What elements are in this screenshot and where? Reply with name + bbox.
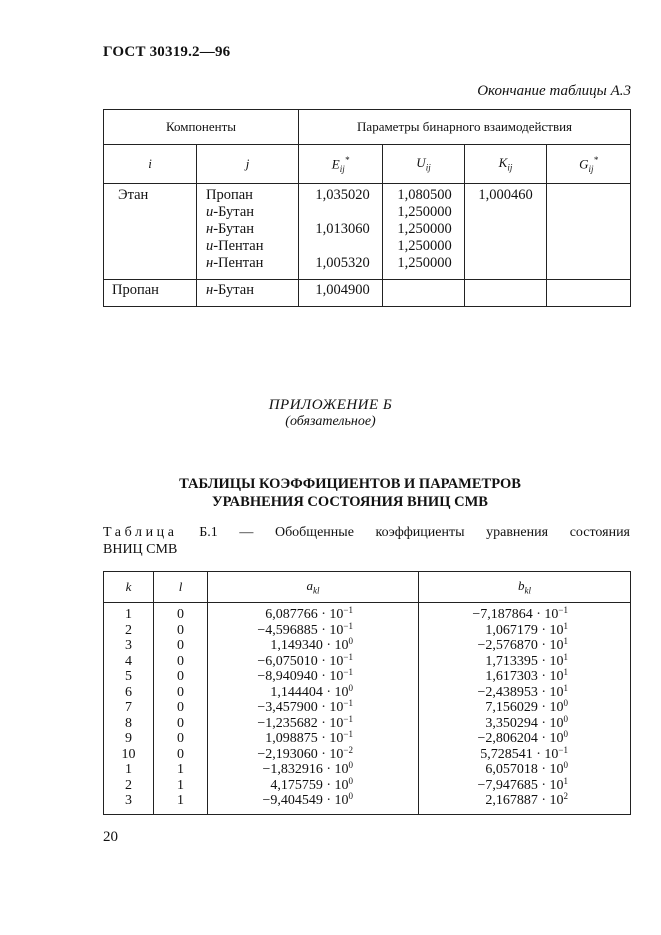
b-coefficient: $2,167887 \cdot 10^2$	[485, 791, 568, 808]
header-e: $E_{ij}^*$	[299, 145, 383, 184]
k-value: 2	[125, 777, 132, 793]
a-coefficient: $-4,596885 \cdot 10^{-1}$	[257, 620, 353, 638]
b-coefficient: $-7,187864 \cdot 10^{-1}$	[472, 605, 568, 622]
table-header-row	[104, 572, 631, 603]
a-coefficient: $-3,457900 \cdot 10^{-1}$	[257, 698, 353, 715]
component-i: Пропан	[104, 280, 197, 307]
l-value: 0	[177, 669, 184, 684]
header-k: k	[104, 572, 154, 603]
a-coefficient: $1,098875 \cdot 10^{-1}$	[265, 729, 353, 746]
k-column	[104, 603, 154, 815]
b-coefficient: $1,617303 \cdot 10^1$	[485, 667, 568, 684]
header-b: $b_{kl}$	[419, 572, 631, 603]
header-a: $a_{kl}$	[208, 572, 419, 603]
component-i: Этан	[104, 184, 197, 280]
a-coefficient: $-1,832916 \cdot 10^0$	[262, 760, 353, 777]
l-value: 1	[177, 762, 184, 777]
l-value: 0	[177, 638, 184, 653]
a-coefficient: $4,175759 \cdot 10^0$	[270, 775, 353, 793]
parameters-header: Параметры бинарного взаимодействия	[299, 110, 631, 145]
k-value: 1	[125, 762, 132, 777]
u-values: 1,080500 1,250000 1,250000 1,250000 1,250000	[383, 184, 465, 280]
k-value: 9	[125, 731, 132, 746]
header-k: $K_{ij}$	[465, 145, 547, 184]
g-values	[547, 280, 631, 307]
header-l: l	[154, 572, 208, 603]
b-coefficient: $6,057018 \cdot 10^0$	[485, 760, 568, 777]
table-row	[104, 184, 631, 280]
page-number: 20	[103, 829, 118, 845]
b-coefficient: $-2,576870 \cdot 10^1$	[477, 636, 568, 653]
table-row	[104, 603, 631, 815]
l-column	[154, 603, 208, 815]
b-coefficient: $-7,947685 \cdot 10^1$	[477, 775, 568, 793]
k-value: 1	[125, 607, 132, 622]
a-coefficient: $-2,193060 \cdot 10^{-2}$	[257, 744, 353, 762]
a-coefficient: $6,087766 \cdot 10^{-1}$	[265, 605, 353, 622]
table-caption: Таблица Б.1 — Обобщенные коэффициенты уравнения состояния	[103, 525, 630, 540]
l-value: 0	[177, 622, 184, 638]
k-values: 1,000460	[465, 184, 547, 280]
coefficients-table	[103, 571, 631, 815]
table-continuation-label: Окончание таблицы А.3	[477, 83, 631, 99]
b-coefficient: $1,713395 \cdot 10^1$	[485, 651, 568, 669]
b-coefficient: $3,350294 \cdot 10^0$	[485, 713, 568, 731]
l-value: 0	[177, 653, 184, 669]
l-value: 1	[177, 777, 184, 793]
a-coefficient: $1,144404 \cdot 10^0$	[270, 682, 353, 700]
u-values	[383, 280, 465, 307]
k-value: 3	[125, 638, 132, 653]
k-value: 7	[125, 700, 132, 715]
k-value: 4	[125, 653, 132, 669]
appendix-subtitle: (обязательное)	[285, 414, 376, 429]
header-i: i	[104, 145, 197, 184]
table-caption-continued: ВНИЦ СМВ	[103, 542, 178, 557]
e-values: 1,004900	[299, 280, 383, 307]
e-values: 1,035020 1,013060 1,005320	[299, 184, 383, 280]
l-value: 0	[177, 731, 184, 746]
l-value: 0	[177, 607, 184, 622]
g-values	[547, 184, 631, 280]
k-value: 5	[125, 669, 132, 684]
table-subheader-row	[104, 145, 631, 184]
a-coefficient: $-9,404549 \cdot 10^0$	[262, 791, 353, 808]
l-value: 0	[177, 700, 184, 715]
header-g: $G_{ij}^*$	[547, 145, 631, 184]
b-coefficient: $5,728541 \cdot 10^{-1}$	[480, 744, 568, 762]
appendix-title: ПРИЛОЖЕНИЕ Б	[268, 397, 393, 413]
k-value: 8	[125, 715, 132, 731]
l-value: 0	[177, 715, 184, 731]
binary-interaction-table	[103, 109, 631, 307]
b-coefficient: $7,156029 \cdot 10^0$	[485, 698, 568, 715]
component-j-list: н-Бутан	[197, 280, 299, 307]
b-column	[419, 603, 631, 815]
b-coefficient: $-2,438953 \cdot 10^1$	[477, 682, 568, 700]
l-value: 1	[177, 793, 184, 808]
a-coefficient: $-6,075010 \cdot 10^{-1}$	[257, 651, 353, 669]
a-column	[208, 603, 419, 815]
table-header-row	[104, 110, 631, 145]
k-value: 3	[125, 793, 132, 808]
document-code: ГОСТ 30319.2—96	[103, 44, 231, 60]
section-title: ТАБЛИЦЫ КОЭФФИЦИЕНТОВ И ПАРАМЕТРОВ УРАВНЕНИЯ СОСТОЯНИЯ ВНИЦ СМВ	[179, 476, 521, 510]
table-row	[104, 280, 631, 307]
b-coefficient: $-2,806204 \cdot 10^0$	[477, 729, 568, 746]
b-coefficient: $1,067179 \cdot 10^1$	[485, 620, 568, 638]
l-value: 0	[177, 684, 184, 700]
k-value: 10	[121, 746, 136, 762]
k-value: 6	[125, 684, 132, 700]
header-j: j	[197, 145, 299, 184]
l-value: 0	[177, 746, 184, 762]
component-j-list: Пропан и-Бутан н-Бутан и-Пентан н-Пентан	[197, 184, 299, 280]
k-value: 2	[125, 622, 132, 638]
components-header: Компоненты	[104, 110, 299, 145]
header-u: $U_{ij}$	[383, 145, 465, 184]
a-coefficient: $-8,940940 \cdot 10^{-1}$	[257, 667, 353, 684]
a-coefficient: $-1,235682 \cdot 10^{-1}$	[257, 713, 353, 731]
k-values	[465, 280, 547, 307]
a-coefficient: $1,149340 \cdot 10^0$	[270, 636, 353, 653]
